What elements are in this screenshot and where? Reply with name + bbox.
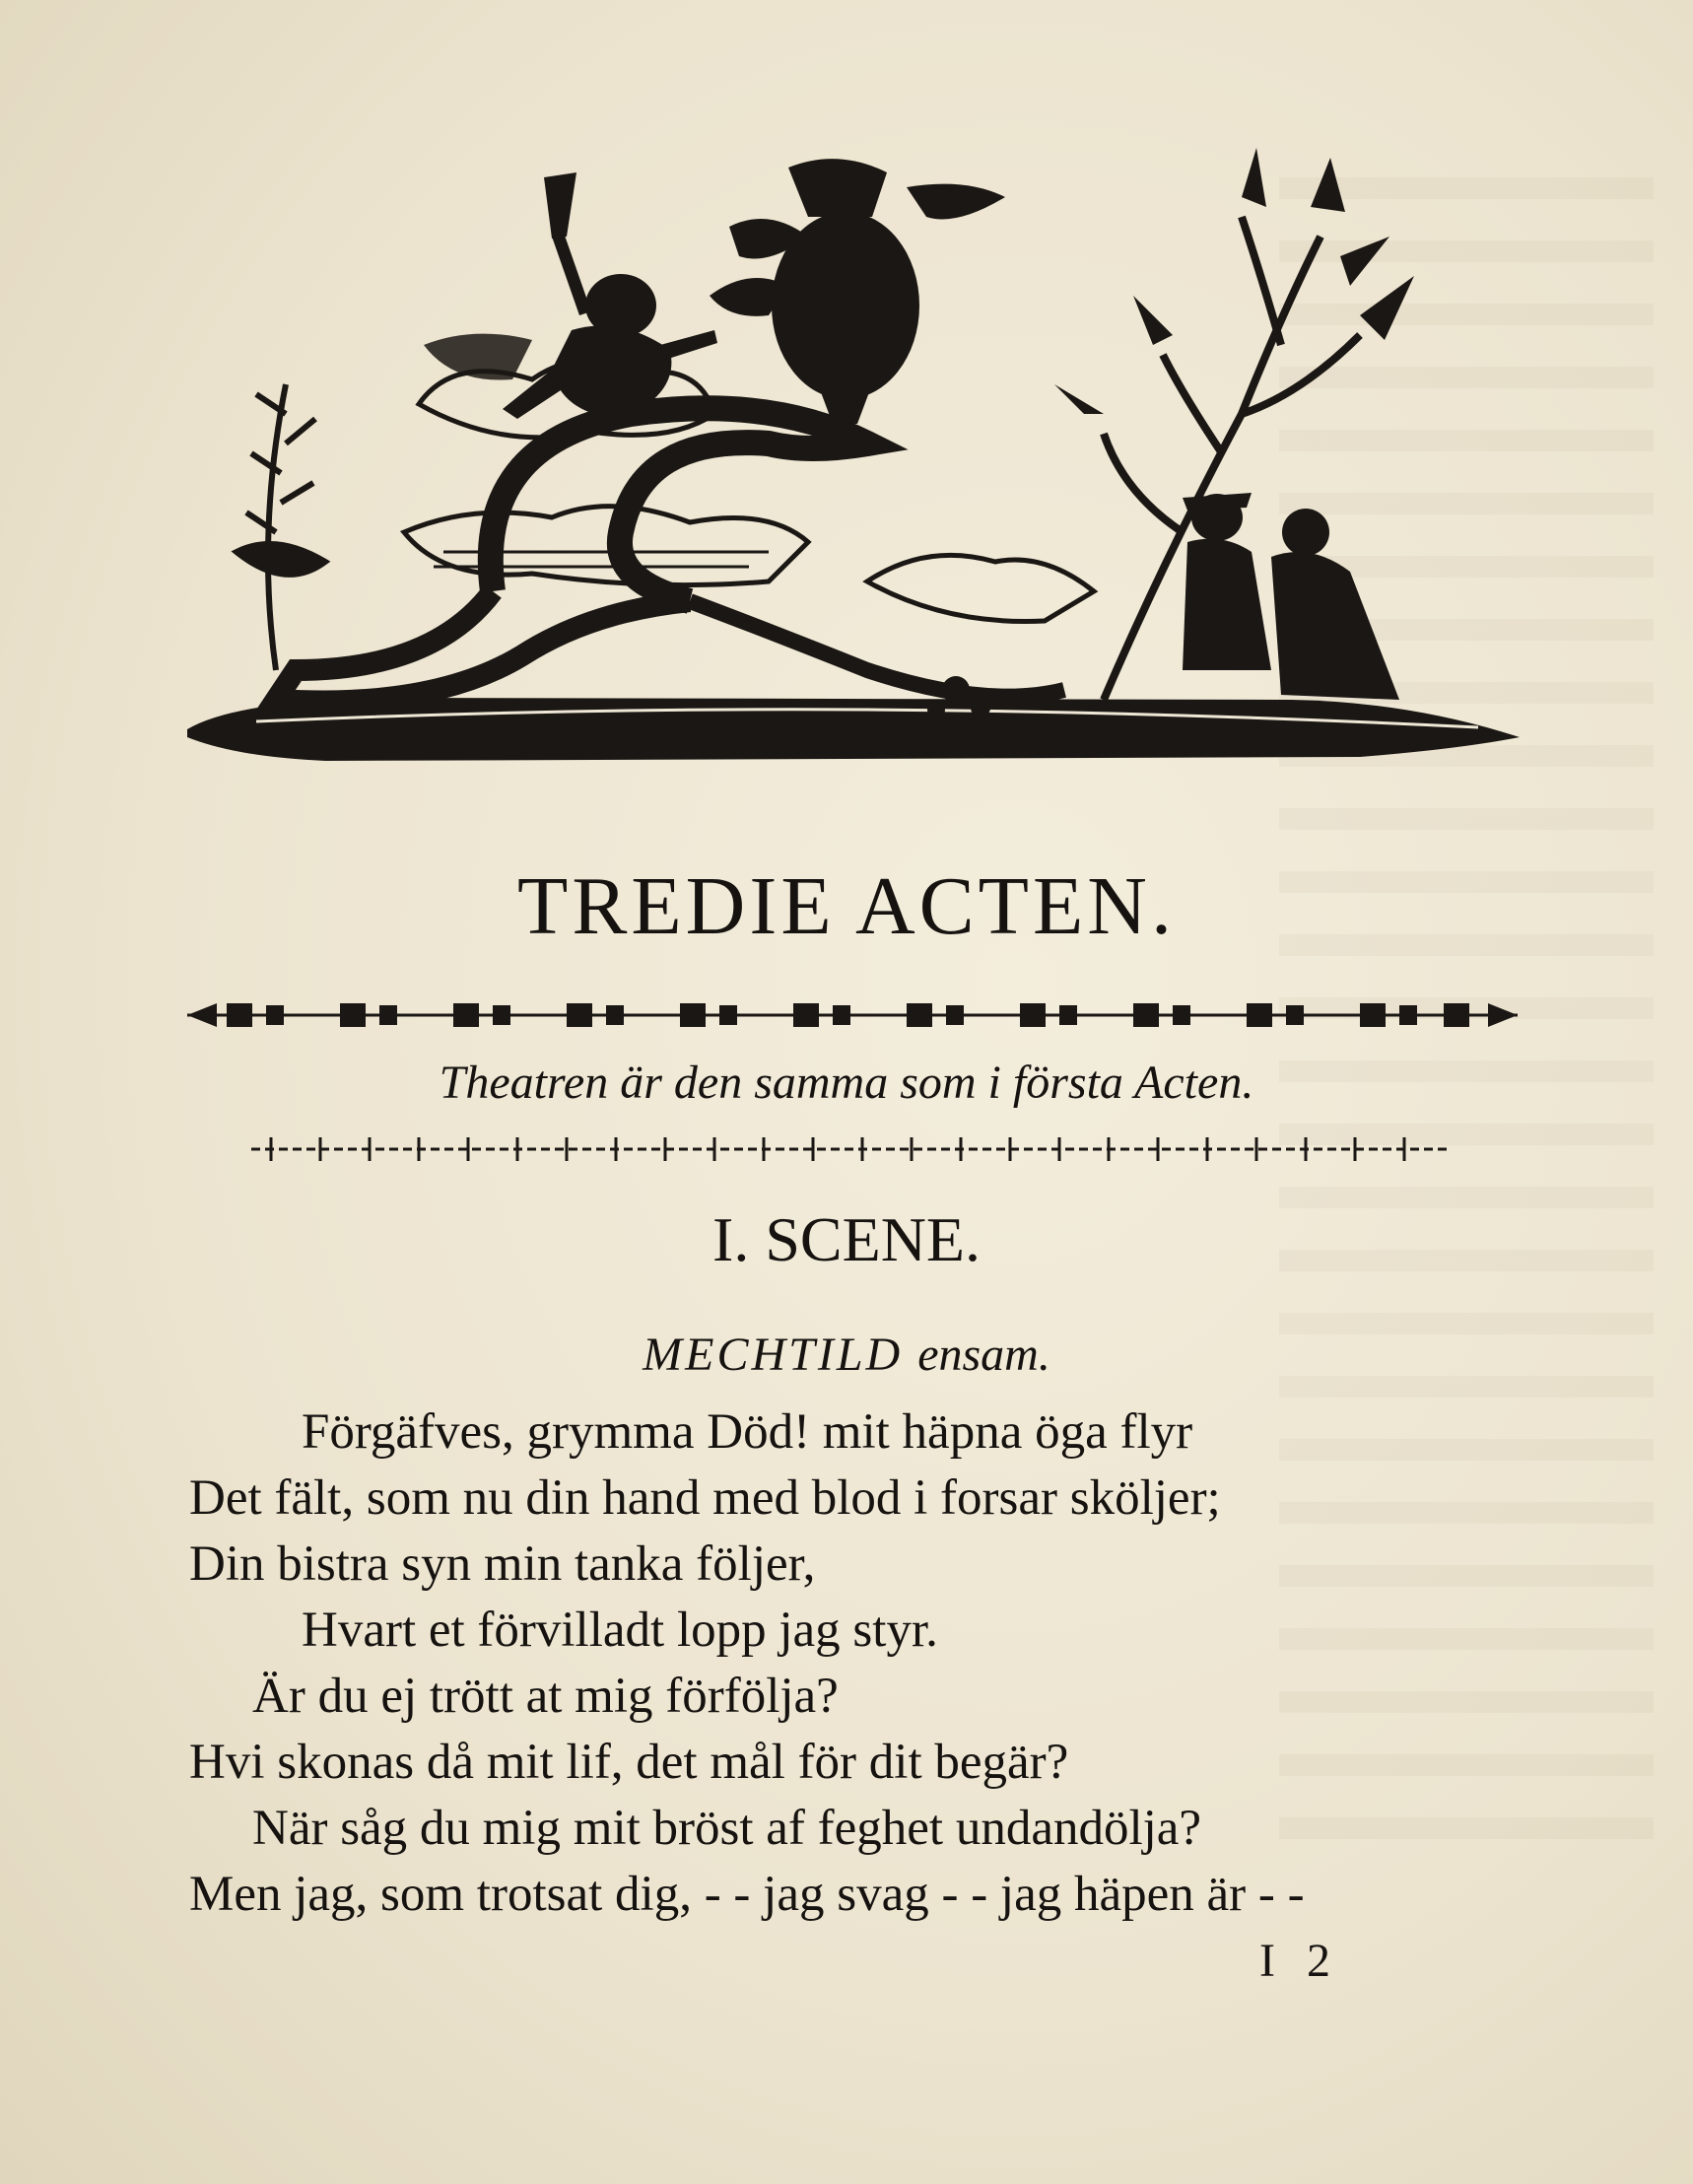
speaker-note: ensam. <box>917 1329 1050 1381</box>
verse-line: Men jag, som trotsat dig, - - jag svag - - jag häpen är - - <box>189 1867 1305 1922</box>
ornamental-rule-top <box>177 995 1527 1035</box>
ornamental-rule-dotted <box>251 1131 1449 1167</box>
act-title: TREDIE ACTEN. <box>517 860 1176 952</box>
verse-line: Är du ej trött at mig förfölja? <box>252 1669 839 1724</box>
verse-line: När såg du mig mit bröst af feghet undandölja? <box>252 1801 1202 1856</box>
speaker-name: MECHTILD <box>643 1329 904 1381</box>
woodcut-vignette-illustration <box>177 118 1537 788</box>
verse-line: Hvart et förvilladt lopp jag styr. <box>302 1603 938 1658</box>
verse-line: Förgäfves, grymma Död! mit häpna öga flyr <box>302 1404 1193 1460</box>
scene-heading: I. SCENE. <box>712 1204 981 1274</box>
signature-mark: I 2 <box>1259 1935 1340 1987</box>
stage-direction: Theatren är den samma som i första Acten. <box>439 1057 1254 1109</box>
speaker-line <box>0 1327 1693 1384</box>
verse-line: Din bistra syn min tanka följer, <box>189 1536 816 1592</box>
verse-line: Det fält, som nu din hand med blod i forsar sköljer; <box>189 1470 1221 1526</box>
verse-line: Hvi skonas då mit lif, det mål för dit begär? <box>189 1735 1069 1790</box>
